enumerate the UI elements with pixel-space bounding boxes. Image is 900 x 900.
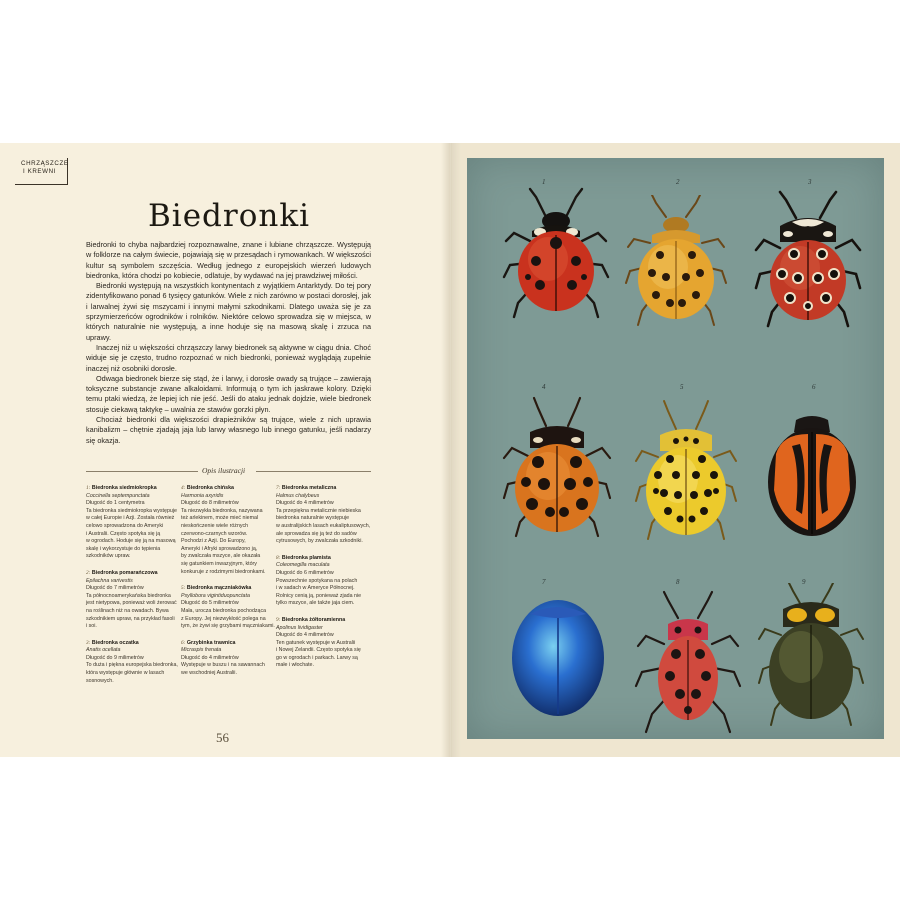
species-entry xyxy=(86,570,181,631)
paragraph: Inaczej niż u większości chrząszczy larwy biedronek są aktywne w ciągu dnia. Choć widuje się je często, trudno rozpoznać w nich biedronki, ponieważ wyglądają zupełnie inaczej niż osobniki dorosłe. xyxy=(86,342,371,373)
species-description-line: która występuje głównie w lasach xyxy=(86,670,165,677)
species-description-line: Mała, urocza biedronka pochodząca xyxy=(181,607,267,614)
species-number: 1: xyxy=(86,485,91,491)
beetle-illustration-2 xyxy=(620,195,732,335)
species-latin-name: Psyllobora vigintiduopunctata xyxy=(181,592,250,599)
species-number: 9: xyxy=(276,616,281,623)
beetle-illustration-7 xyxy=(508,592,608,722)
species-number: 4: xyxy=(181,485,186,491)
species-description-line: i Nowej Zelandii. Często spotyka się xyxy=(276,647,361,654)
beetle-illustration-8 xyxy=(632,590,744,740)
species-description-line: skalę i wykorzystuje do tępienia xyxy=(86,545,161,552)
book-gutter xyxy=(441,143,461,757)
species-description-line: szkodnikiem upraw, na przykład fasoli xyxy=(86,615,175,622)
species-latin-name: Micraspis frenata xyxy=(181,647,222,654)
plate-number-4: 4 xyxy=(542,383,546,391)
species-description-line: by zwalczała mszyce, ale okazała xyxy=(181,553,261,560)
species-heading xyxy=(86,485,181,493)
species-description-line: Pochodzi z Azji. Do Europy, xyxy=(181,538,246,545)
species-name: Biedronka oczatka xyxy=(91,639,139,646)
species-description-line: na roślinach niż na owadach. Bywa xyxy=(86,607,169,614)
species-name: Grzybinka trawnica xyxy=(186,639,236,646)
beetle-illustration-4 xyxy=(498,392,616,542)
species-name: Biedronka pomarańczowa xyxy=(91,569,158,576)
species-entry xyxy=(181,485,276,576)
species-latin-name: Harmonia axyridis xyxy=(181,492,224,499)
species-number: 2: xyxy=(86,569,91,576)
species-description-line: Ameryki i Afryki sprowadzono ją, xyxy=(181,545,258,552)
species-description-line: Rolnicy cenią ją, ponieważ zjada nie xyxy=(276,592,362,599)
species-description-line: we wschodniej Australii. xyxy=(181,670,237,677)
species-latin-name: Anatis ocellata xyxy=(86,647,121,654)
description-column-3 xyxy=(276,485,371,679)
desc-heading-label: Opis ilustracji xyxy=(202,466,246,475)
beetle-illustration-1 xyxy=(500,185,612,330)
species-heading xyxy=(276,485,371,493)
illustration-description-heading xyxy=(86,466,371,476)
species-entry xyxy=(181,640,276,678)
species-description-line: biedronka naturalnie występuje xyxy=(276,515,350,522)
species-description-line: tym, że żywi się grzybami mączniakami. xyxy=(181,623,275,630)
species-description-line: w całej Europie i Azji. Została również xyxy=(86,515,175,522)
species-description-line: i w sadach w Ameryce Północnej. xyxy=(276,585,355,592)
species-description-line: małe i włochate. xyxy=(276,662,314,669)
divider xyxy=(256,471,371,472)
section-tag-line-2: I KREWNI xyxy=(23,168,56,175)
species-heading xyxy=(276,617,371,625)
species-description-line: Ta niezwykła biedronka, nazywana xyxy=(181,507,263,514)
species-latin-name: Epilachna varivestis xyxy=(86,577,133,584)
beetle-illustration-5 xyxy=(630,395,742,545)
species-description-line: Ten gatunek występuje w Australii xyxy=(276,639,356,646)
species-entry xyxy=(276,555,371,608)
description-column-1 xyxy=(86,485,181,694)
plate-number-7: 7 xyxy=(542,578,546,586)
species-description-line: Długość do 4 milimetrów xyxy=(276,632,334,639)
species-entry xyxy=(86,485,181,561)
species-description-line: Ta biedronka siedmiokropka występuje xyxy=(86,507,177,514)
species-name: Biedronka metaliczna xyxy=(281,485,337,491)
species-description-line: Ta przepiękna metalicznie niebieska xyxy=(276,507,361,514)
species-number: 8: xyxy=(276,554,281,561)
species-description-line: Długość do 4 milimetrów xyxy=(181,654,239,661)
species-description-line: Długość do 9 milimetrów xyxy=(86,654,144,661)
species-heading xyxy=(181,585,276,593)
species-description-line: i soi. xyxy=(86,623,97,630)
species-description-line: i Australii. Często spotyka się ją xyxy=(86,530,161,537)
species-description-line: To duża i piękna europejska biedronka, xyxy=(86,662,178,669)
species-entry xyxy=(276,617,371,670)
paragraph: Biedronki to chyba najbardziej rozpoznawalne, znane i lubiane chrząszcze. Występują w folklorze na całym świecie, pojawiają się w przesądach i rymowankach. W większości kultur są symbolem szczęścia. Według jednego z europejskich wierzeń ludowych biedronka, która chodzi po kobiecie, odlatuje, by wydawać na jej prawdziwej miłości. xyxy=(86,240,371,280)
beetle-illustration-6 xyxy=(762,410,862,540)
species-description-line: też arlekinem, może mieć niemal xyxy=(181,515,259,522)
paragraph: Biedronki występują na wszystkich kontynentach z wyjątkiem Antarktydy. Do tej pory zidentyfikowano ponad 6 tysięcy gatunków. Wiele z nich zarówno w postaci dorosłej, jak i larwalnej żywi się mszycami i innymi małymi szkodnikami. Dlatego uważa się je za sprzymierzeńców ogrodników i rolników. Niektóre celowo sprowadza się w miejsca, w których naturalnie nie występują, a inne hoduje się na masową skalę i zrzuca na uprawy. xyxy=(86,281,371,342)
species-description-line: nieskończenie wiele różnych xyxy=(181,522,249,529)
species-description-line: z Europy. Jej niezwykłość polega na xyxy=(181,615,266,622)
species-name: Biedronka mączniakówka xyxy=(186,585,252,592)
species-description-line: cytrusowych, by zwalczała szkodniki. xyxy=(276,538,363,545)
species-description-line: Długość do 7 milimetrów xyxy=(86,585,144,592)
species-description-line: Długość do 6 milimetrów xyxy=(276,569,334,576)
species-description-line: ale sprowadza się ją też do sadów xyxy=(276,530,357,537)
species-description-line: celowo sprowadzona do Ameryki xyxy=(86,522,164,529)
species-description-line: Występuje w buszu i na sawannach xyxy=(181,662,265,669)
species-name: Biedronka chińska xyxy=(186,485,235,491)
plate-number-5: 5 xyxy=(680,383,684,391)
species-description-line: szkodników upraw. xyxy=(86,553,131,560)
species-name: Biedronka żółtoramienna xyxy=(281,616,346,623)
plate-number-6: 6 xyxy=(812,383,816,391)
species-description-line: tylko mszyce, ale także jaja ciem. xyxy=(276,600,355,607)
species-latin-name: Coleomegilla maculata xyxy=(276,562,330,569)
page-number: 56 xyxy=(216,730,229,745)
species-heading xyxy=(86,640,181,648)
species-heading xyxy=(181,640,276,648)
section-tag xyxy=(15,158,68,185)
divider xyxy=(86,471,198,472)
species-number: 3: xyxy=(86,639,91,646)
body-text xyxy=(86,240,371,446)
species-name: Biedronka plamista xyxy=(281,554,331,561)
beetle-illustration-3 xyxy=(752,188,864,333)
species-description-line: Długość do 5 milimetrów xyxy=(181,600,239,607)
description-column-2 xyxy=(181,485,276,687)
species-number: 6: xyxy=(181,639,186,646)
species-description-line: konkuruje z rodzimymi biedronkami. xyxy=(181,568,266,575)
species-heading xyxy=(86,570,181,578)
species-name: Biedronka siedmiokropka xyxy=(91,485,157,491)
plate-number-2: 2 xyxy=(676,178,680,186)
species-description-line: Ta północnoamerykańska biedronka xyxy=(86,592,171,599)
species-latin-name: Coccinella septempunctata xyxy=(86,492,150,499)
species-entry xyxy=(276,485,371,546)
species-description-line: Długość do 4 milimetrów xyxy=(276,500,334,507)
species-heading xyxy=(181,485,276,493)
species-heading xyxy=(276,555,371,563)
species-description-line: sosnowych. xyxy=(86,677,114,684)
species-number: 7: xyxy=(276,485,281,491)
species-description-line: go w ogrodach i parkach. Larwy są xyxy=(276,654,358,661)
species-latin-name: Halmus chalybeus xyxy=(276,492,320,499)
species-description-line: czerwono-czarnych wzorów. xyxy=(181,530,248,537)
plate-number-9: 9 xyxy=(802,578,806,586)
species-description-line: w australijskich lasach eukaliptusowych, xyxy=(276,522,371,529)
species-description-line: Długość do 8 milimetrów xyxy=(181,500,239,507)
section-tag-line-1: CHRZĄSZCZE xyxy=(21,160,69,167)
species-description-line: Powszechnie spotykana na polach xyxy=(276,577,358,584)
species-description-line: w ogrodach. Hoduje się ją na masową xyxy=(86,538,176,545)
species-description-line: Długość do 1 centymetra xyxy=(86,500,145,507)
plate-number-3: 3 xyxy=(808,178,812,186)
species-description-line: się gatunkiem inwazyjnym, który xyxy=(181,560,257,567)
plate-number-1: 1 xyxy=(542,178,546,186)
species-number: 5: xyxy=(181,585,186,592)
species-entry xyxy=(181,585,276,631)
species-description-line: jest nietypowa, ponieważ woli żerować xyxy=(86,600,177,607)
page-title: Biedronki xyxy=(148,198,311,234)
paragraph: Odwaga biedronek bierze się stąd, że i larwy, i dorosłe owady są trujące – zawierają toksyczne substancje zwane alkaloidami. Informują o tym ich jaskrawe kolory. Dzięki temu ptaki wiedzą, że lepiej ich nie jeść. Jeśli do ataku jednak dojdzie, wiele biedronek stosuje ciekawą taktykę – uwalnia ze stawów gorzki płyn. xyxy=(86,373,371,414)
paragraph: Chociaż biedronki dla większości drapieżników są trujące, wiele z nich uprawia kanibalizm – chętnie zjadają jaja lub larwy własnego lub innego gatunku, jeśli nadarzy się okazja. xyxy=(86,415,371,445)
plate-number-8: 8 xyxy=(676,578,680,586)
species-entry xyxy=(86,640,181,686)
beetle-illustration-9 xyxy=(755,583,867,733)
species-latin-name: Apolinus lividigaster xyxy=(276,624,323,631)
